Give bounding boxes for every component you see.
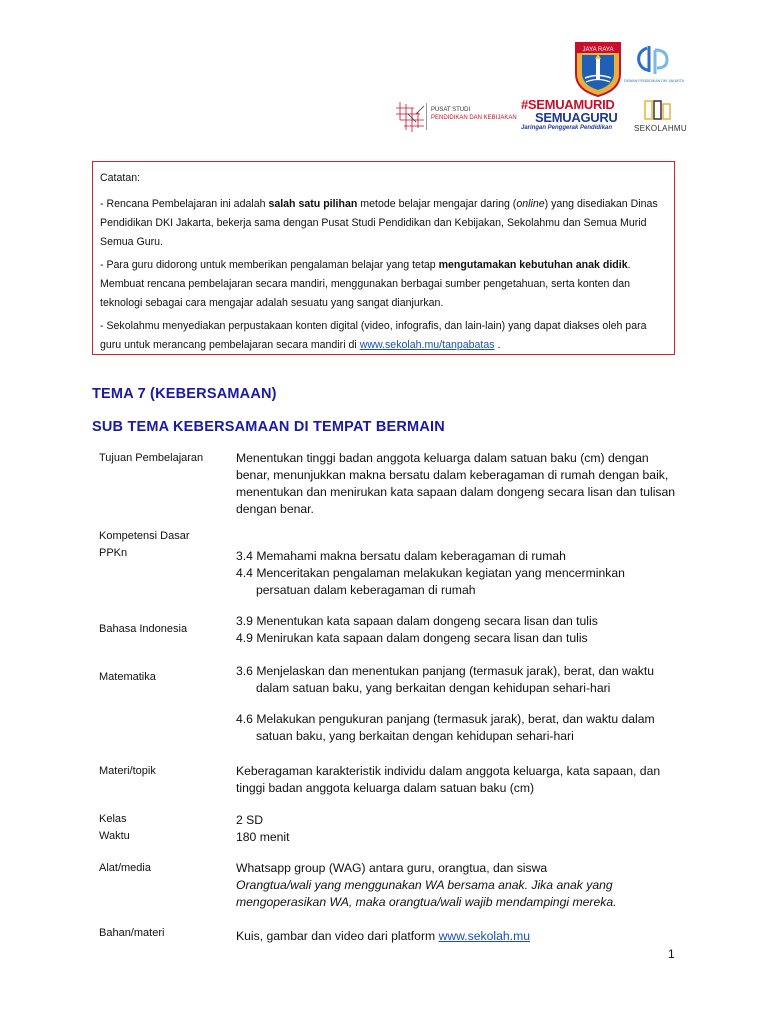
alat-value: Whatsapp group (WAG) antara guru, orangtua, dan siswa — [236, 861, 548, 875]
bahan-value — [236, 928, 676, 945]
note-p1-text-b: metode belajar mengajar daring ( — [357, 198, 517, 210]
note-p1-text-c: ) yang disediakan Dinas Pendidikan DKI Jakarta, bekerja sama dengan Pusat Studi Pendidikan dan Kebijakan, Sekolahmu dan Semua Murid Semua Guru. — [100, 198, 658, 248]
note-p1-text-a: - Rencana Pembelajaran ini adalah — [100, 198, 269, 210]
ppkn-item-2: 4.4 Menceritakan pengalaman melakukan kegiatan yang mencerminkan persatuan dalam keberagaman di rumah — [236, 566, 625, 597]
waktu-value: 180 menit — [236, 830, 290, 844]
pusat-studi-divider — [426, 103, 427, 130]
note-p1-italic: online — [516, 198, 545, 210]
bahan-label: Bahan/materi — [99, 927, 165, 939]
note-p2-bold: mengutamakan kebutuhan anak didik — [438, 259, 628, 271]
page-number: 1 — [668, 947, 675, 961]
subtema-heading: SUB TEMA KEBERSAMAAN DI TEMPAT BERMAIN — [92, 419, 445, 435]
pusat-studi-logo-text — [431, 106, 517, 122]
tujuan-value: Menentukan tinggi badan anggota keluarga dalam satuan baku (cm) dengan benar, menunjukkan makna bersatu dalam keberagaman di rumah dengan baik, menentukan dan menirukan kata sapaan dalam dongeng secara lisan dan tulisan dengan benar. — [236, 451, 676, 516]
pusat-studi-line2: PENDIDIKAN DAN KEBIJAKAN — [431, 115, 517, 121]
header-logos — [0, 0, 768, 150]
kelas-label: Kelas — [99, 813, 127, 825]
pusat-studi-grid-icon — [394, 100, 428, 134]
semua-tagline: Jaringan Penggerak Pendidikan — [521, 125, 613, 131]
materi-value: Keberagaman karakteristik individu dalam anggota keluarga, kata sapaan, dan tinggi badan anggota keluarga dalam satuan baku (cm) — [236, 764, 661, 795]
semua-line2: SEMUAGURU — [535, 110, 618, 125]
alat-label: Alat/media — [99, 862, 151, 874]
mat-item-1: 3.6 Menjelaskan dan menentukan panjang (termasuk jarak), berat, dan waktu dalam satuan baku, yang berkaitan dengan kehidupan sehari-hari — [236, 664, 655, 695]
note-p1-bold: salah satu pilihan — [268, 198, 358, 210]
note-p3-text-b: . — [494, 339, 501, 351]
note-paragraph-1 — [100, 195, 667, 252]
jakarta-crest-logo — [573, 40, 623, 98]
pusat-studi-line1: PUSAT STUDI — [431, 107, 471, 113]
waktu-label: Waktu — [99, 830, 130, 842]
note-paragraph-3 — [100, 317, 667, 355]
semua-murid-semua-guru-logo — [521, 98, 629, 132]
sekolahmu-logo-text: SEKOLAHMU — [634, 124, 687, 133]
note-paragraph-2 — [100, 256, 667, 313]
dewan-pendidikan-text: DEWAN PENDIDIKAN DKI JAKARTA — [623, 79, 685, 83]
semua-line1: #SEMUAMURID — [521, 97, 615, 112]
jaya-raya-text: JAYA RAYA — [582, 47, 614, 53]
tema-heading: TEMA 7 (KEBERSAMAAN) — [92, 386, 277, 402]
ppkn-label: PPKn — [99, 547, 128, 559]
bindo-item-1: 3.9 Menentukan kata sapaan dalam dongeng secara lisan dan tulis — [236, 614, 598, 628]
materi-label: Materi/topik — [99, 765, 156, 777]
kelas-value: 2 SD — [236, 813, 264, 827]
tujuan-label: Tujuan Pembelajaran — [99, 452, 204, 464]
sekolahmu-link[interactable]: www.sekolah.mu — [438, 929, 531, 943]
bindo-item-2: 4.9 Menirukan kata sapaan dalam dongeng secara lisan dan tulis — [236, 631, 588, 645]
sekolahmu-logo-icon — [643, 98, 673, 122]
dewan-pendidikan-logo — [623, 42, 685, 92]
mat-item-2: 4.6 Melakukan pengukuran panjang (termasuk jarak), berat, dan waktu dalam satuan baku, yang berkaitan dengan kehidupan sehari-hari — [236, 712, 655, 743]
ppkn-item-1: 3.4 Memahami makna bersatu dalam keberagaman di rumah — [236, 549, 566, 563]
bahan-text: Kuis, gambar dan video dari platform — [236, 929, 439, 943]
kompetensi-dasar-label: Kompetensi Dasar — [99, 530, 190, 542]
note-p3-text-a: - Sekolahmu menyediakan perpustakaan konten digital (video, infografis, dan lain-lain) yang dapat diakses oleh para guru untuk merancang pembelajaran secara mandiri di — [100, 320, 647, 351]
note-title: Catatan: — [100, 172, 141, 184]
bahasa-indonesia-label: Bahasa Indonesia — [99, 623, 188, 635]
note-p2-text-a: - Para guru didorong untuk memberikan pengalaman belajar yang tetap — [100, 259, 439, 271]
alat-note: Orangtua/wali yang menggunakan WA bersama anak. Jika anak yang mengoperasikan WA, maka orangtua/wali wajib mendampingi mereka. — [236, 878, 617, 909]
tanpabatas-link[interactable]: www.sekolah.mu/tanpabatas — [359, 339, 495, 351]
note-box — [92, 161, 675, 355]
note-p2-text-b: . Membuat rencana pembelajaran secara mandiri, menggunakan berbagai sumber pengetahuan, serta konten dan teknologi sebagai cara mengajar adalah sesuatu yang sangat dianjurkan. — [100, 259, 631, 309]
matematika-label: Matematika — [99, 671, 156, 683]
